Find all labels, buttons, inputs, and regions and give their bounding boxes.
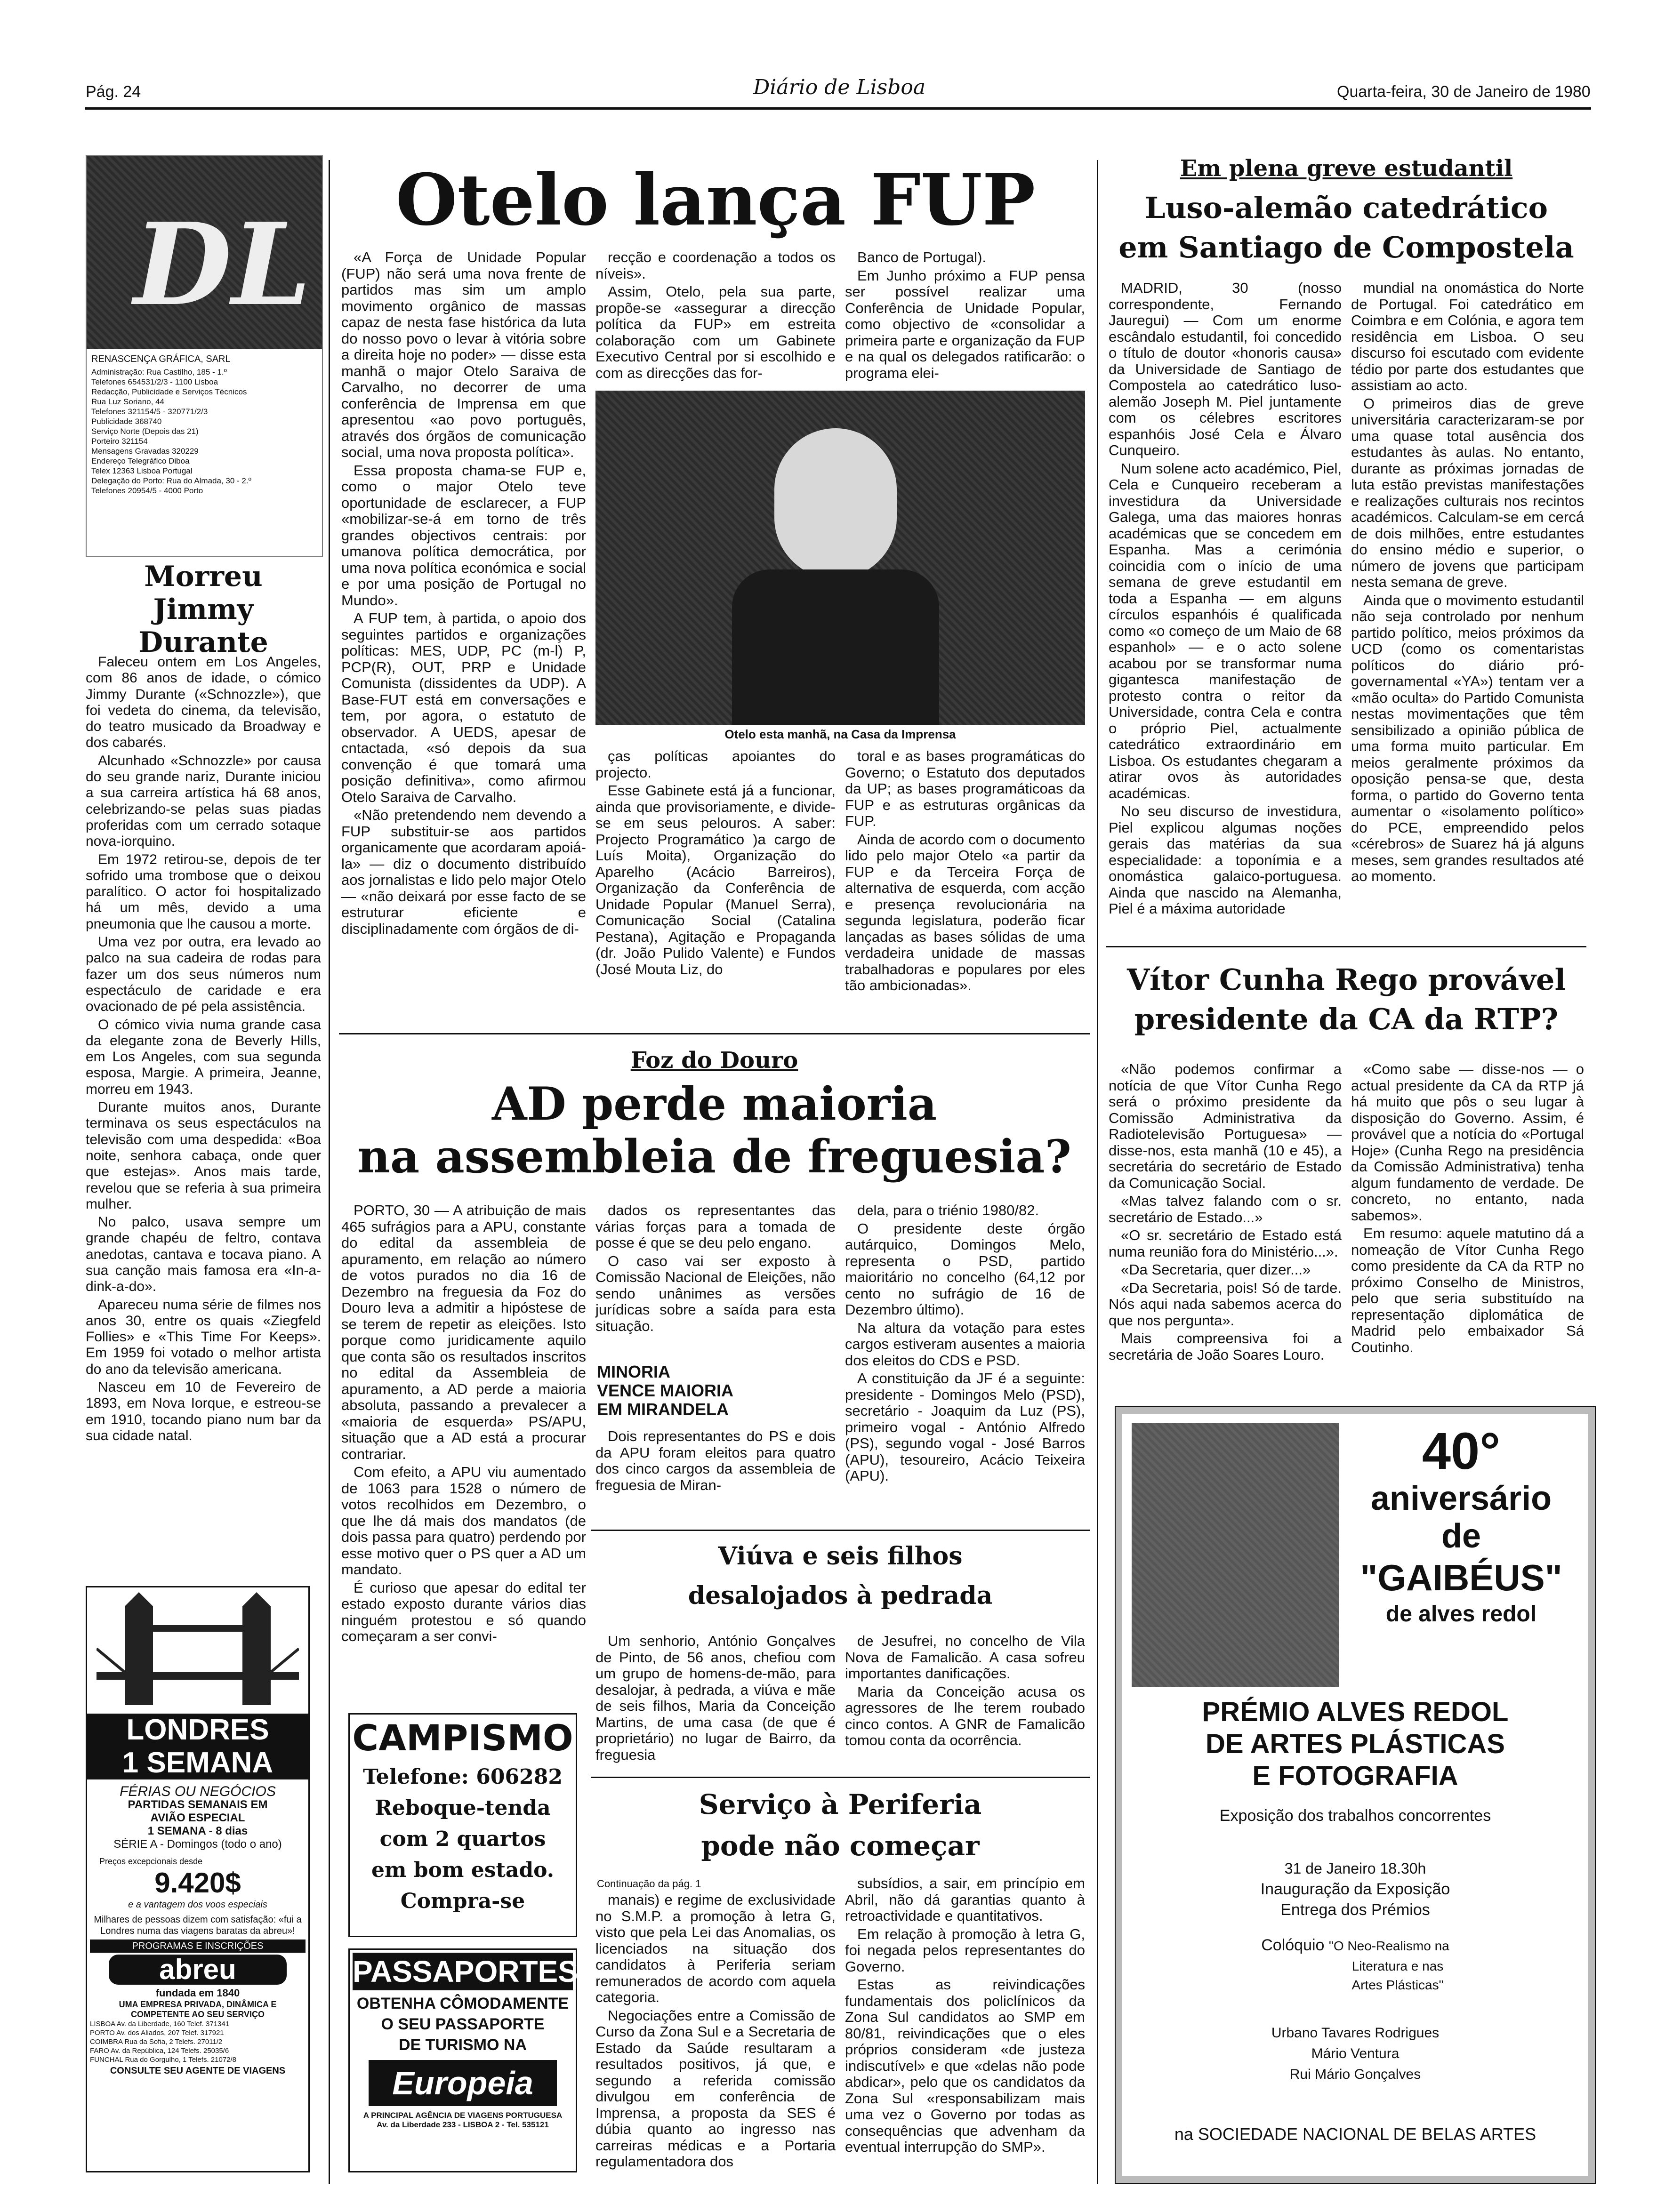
londres-line9: UMA EMPRESA PRIVADA, DINÂMICA E COMPETENTE AO SEU SERVIÇO (119, 2000, 277, 2019)
europeia-logo: Europeia (369, 2060, 557, 2106)
gaibeus-coloquio-title: "O Neo-Realismo na (1328, 1939, 1449, 1953)
otelo-col2: recção e coordenação a todos os níveis». Assim, Otelo, pela sua parte, propõe-se «assegurar a direcção política da FUP» em estreita colaboração com um Gabinete Executivo Central por si escolhido e com as direcções das for- (595, 249, 836, 381)
otelo-col1: «A Força de Unidade Popular (FUP) não será uma nova frente de partidos mas sim um amplo movimento orgânico de massas capaz de nesta fase histórica da luta do nosso povo o levar à vitória sobre a direita hoje no poder» — disse esta manhã o major Otelo Saraiva de Carvalho, no decorrer de uma conferência de Imprensa em que apresentou «ao povo português, através dos órgãos de comunicação social, uma nova proposta política». Essa proposta chama-se FUP e, como o major Otelo teve oportunidade de esclarecer, a FUP «mobilizar-se-á em torno de três grandes objectivos centrais: por umanova política democrática, por uma nova política económica e social e por uma posição de Portugal no Mundo». A FUP tem, à partida, o apoio dos seguintes partidos e organizações políticas: MES, UDP, PC (m-l) P, PCP(R), OUT, PRP e Unidade Comunista (dissidentes da UDP). A Base-FUT está em conversações e tem, por agora, o estatuto de observador. A UEDS, apesar de cntactada, «só depois da sua convenção é que tomará uma posição definitiva», como afirmou Otelo Saraiva de Carvalho. «Não pretendendo nem devendo a FUP substituir-se aos partidos organicamente que acordaram apoiá-la» — diz o documento distribuído aos jornalistas e lido pelo major Otelo — «não deixará por esse facto de se estruturar eficiente e disciplinadamente com órgãos de di- (341, 249, 586, 937)
gaibeus-speaker3: Rui Mário Gonçalves (1289, 2067, 1421, 2082)
londres-subtitle: 1 SEMANA (122, 1747, 273, 1779)
londres-line10: CONSULTE SEU AGENTE DE VIAGENS (110, 2066, 286, 2076)
vitor-col2: «Como sabe — disse-nos — o actual presidente da CA da RTP já há muito que pôs o seu lugar à disposição do Governo. Assim, é provável que a notícia do «Portugal Hoje» (Cunha Rego na presidência da Comissão Administrativa) tenha algum fundamento de verdade. De concreto, no entanto, nada sabemos». Em resumo: aquele matutino dá a nomeação de Vítor Cunha Rego como presidente da CA da RTP no próximo Conselho de Ministros, pelo que seria substituído na representação diplomática de Madrid pelo embaixador Sá Coutinho. (1351, 1061, 1584, 1355)
londres-line7: Milhares de pessoas dizem com satisfação: «fui a Londres numa das viagens baratas da abreu»! (94, 1915, 302, 1936)
viuva-headline: Viúva e seis filhos desalojados à pedrada (688, 1542, 993, 1610)
mirandela-subhead: MINORIA VENCE MAIORIA EM MIRANDELA (597, 1362, 734, 1419)
luso-headline: Luso-alemão catedrático em Santiago de Compostela (1118, 191, 1574, 264)
durante-headline: Morreu Jimmy Durante (138, 560, 268, 659)
campismo-title: CAMPISMO (352, 1717, 573, 1759)
londres-title: LONDRES (126, 1714, 269, 1746)
durante-article: Faleceu ontem em Los Angeles, com 86 anos de idade, o cómico Jimmy Durante («Schnozzle»), que foi vedeta do cinema, da televisão, do teatro musicado da Broadway e dos cabarés. Alcunhado «Schnozzle» por causa do seu grande nariz, Durante iniciou a sua carreira artística há 68 anos, celebrizando-se pelas suas piadas proferidas com um cerrado sotaque nova-iorquino. Em 1972 retirou-se, depois de ter sofrido uma trombose que o deixou paralítico. O actor foi hospitalizado há um mês, devido a uma pneumonia que lhe causou a morte. Uma vez por outra, era levado ao palco na sua cadeira de rodas para fazer um dos seus números num espectáculo de caridade e era ovacionado de pé pela assistência. O cómico vivia numa grande casa da elegante zona de Beverly Hills, em Los Angeles, com sua segunda esposa, Margie. A primeira, Jeanne, morreu em 1943. Durante muitos anos, Durante terminava os seus espectáculos na televisão com uma despedida: «Boa noite, senhora cabaça, onde quer que estejas». Anos mais tarde, revelou que se referia à sua primeira mulher. No palco, usava sempre um grande chapéu de feltro, contava anedotas, cantava e tocava piano. A sua canção mais famosa era «In-a-dink-a-do». Apareceu numa série de filmes nos anos 30, entre os quais «Ziegfeld Follies» e «This Time For Keeps». Em 1959 foi votado o melhor artista do ano da televisão americana. Nasceu em 10 de Fevereiro de 1893, em Nova Iorque, e estreou-se em 1910, tocando piano num bar da sua cidade natal. (86, 654, 321, 1443)
page-number: Pág. 24 (86, 83, 141, 101)
luso-kicker: Em plena greve estudantil (1180, 155, 1513, 182)
vitor-top-rule (1106, 946, 1586, 947)
otelo-col3b: toral e as bases programáticas do Governo; o Estatuto dos deputados da UP; as bases programáticoas da FUP e as estruturas orgânicas da FUP. Ainda de acordo com o documento lido pelo major Otelo «a partir da FUP e da Terceira Força de alternativa de esquerda, com acção e presença revolucionária na segunda legislatura, poderão ficar lançadas as bases sólidas de uma verdadeira unidade de massas trabalhadoras e populares por eles tão ambicionadas». (845, 748, 1085, 994)
gaibeus-venue: na SOCIEDADE NACIONAL DE BELAS ARTES (1174, 2124, 1536, 2144)
dl-logo: DL (134, 198, 311, 331)
viuva-col2: de Jesufrei, no concelho de Vila Nova de Famalicão. A casa sofreu importantes danificações. Maria da Conceição acusa os agressores de lhe terem roubado cinco contos. A GNR de Famalicão tomou conta da ocorrência. (845, 1633, 1085, 1748)
gaibeus-inauguracao: Inauguração da Exposição (1260, 1880, 1450, 1898)
servico-top-rule (591, 1777, 1090, 1778)
campismo-line2: com 2 quartos (379, 1827, 546, 1851)
londres-line8: PROGRAMAS E INSCRIÇÕES (90, 1940, 306, 1953)
campismo-ad (348, 1713, 577, 1937)
otelo-caption: Otelo esta manhã, na Casa da Imprensa (724, 727, 956, 741)
campismo-phone: Telefone: 606282 (363, 1765, 563, 1789)
campismo-line1: Reboque-tenda (375, 1796, 551, 1820)
otelo-photo (595, 391, 1085, 725)
dl-contacts: Administração: Rua Castilho, 185 - 1.º Telefones 654531/2/3 - 1100 Lisboa Redacção, Publicidade e Serviços Técnicos Rua Luz Soriano, 44 Telefones 321154/5 - 320771/2/3 Publicidade 368740 Serviço Norte (Depois das 21) Porteiro 321154 Mensagens Gravadas 320229 Endereço Telegráfico Diboa Telex 12363 Lisboa Portugal Delegação do Porto: Rua do Almada, 30 - 2.º Telefones 20954/5 - 4000 Porto (91, 368, 251, 495)
abreu-founded: fundada em 1840 (155, 1987, 240, 1999)
gaibeus-coloquio-title3: Artes Plásticas" (1351, 1978, 1444, 1992)
premio-line2: DE ARTES PLÁSTICAS (1206, 1729, 1505, 1759)
abreu-logo: abreu (109, 1955, 287, 1985)
col-rule-left (329, 160, 330, 2184)
londres-line2: PARTIDAS SEMANAIS EM (128, 1798, 268, 1811)
gaibeus-expo: Exposição dos trabalhos concorrentes (1219, 1807, 1491, 1825)
servico-continuation: Continuação da pág. 1 (597, 1878, 701, 1890)
londres-line5: SÉRIE A - Domingos (todo o ano) (113, 1838, 282, 1851)
passaportes-ad (348, 1948, 577, 2172)
otelo-bottom-rule (339, 1033, 1090, 1034)
gaibeus-ad (1116, 1407, 1595, 2183)
vitor-headline: Vítor Cunha Rego provável presidente da CA da RTP? (1126, 962, 1566, 1036)
passaportes-line3: DE TURISMO NA (399, 2036, 527, 2054)
douro-col2b: Dois representantes do PS e dois da APU foram eleitos para quatro dos cinco cargos da assembleia de freguesia de Miran- (595, 1428, 836, 1493)
tower-bridge-icon (97, 1592, 299, 1710)
passaportes-line2: O SEU PASSAPORTE (381, 2015, 545, 2033)
gaibeus-coloquio-title2: Literatura e nas (1351, 1959, 1444, 1973)
dl-info-box (86, 155, 323, 557)
servico-col2: subsídios, a sair, em princípio em Abril, não dá garantias quanto à retroactividade e quantitativos. Em relação à promoção à letra G, foi negada pelos representantes do Governo. Estas as reivindicações fundamentais dos policlínicos da Zona Sul candidatos ao SMP em 80/81, reivindicações que o eles próprios consideram «de justeza indiscutível» e que «delas não pode abdicar», pelo que os candidatos da Zona Sul «responsabilizam mais uma vez o Governo por todas as consequências que advenham da eventual interrupção do SMP». (845, 1875, 1085, 2155)
gaibeus-author: de alves redol (1385, 1602, 1537, 1627)
gaibeus-title: "GAIBÉUS" (1360, 1557, 1562, 1598)
premio-line1: PRÉMIO ALVES REDOL (1202, 1697, 1509, 1727)
gaibeus-number: 40° (1422, 1422, 1501, 1480)
douro-col1: PORTO, 30 — A atribuição de mais 465 sufrágios para a APU, constante do edital da assembleia de apuramento, em relação ao número de votos purados no dia 16 de Dezembro na freguesia da Foz do Douro leva a admitir a hipóstese de se terem de repetir as eleições. Isto porque como juridicamente aquilo que conta são os resultados inscritos no edital da Assembleia de apuramento, a AD perde a maioria absoluta, passando a prevalecer a «maioria de esquerda» PS/APU, situação que a AD está a procurar contrariar. Com efeito, a APU viu aumentado de 1063 para 1528 o número de votos recolhidos em Dezembro, o que lhe dá mais dos mandatos (de dois passa para quatro) perdendo por esse motivo quer o PS quer a AD um mandato. É curioso que apesar do edital ter estado exposto durante vários dias ninguém protestou e só quando começaram a ser convi- (341, 1202, 586, 1644)
gaibeus-entrega: Entrega dos Prémios (1280, 1901, 1430, 1919)
passaportes-line4: A PRINCIPAL AGÊNCIA DE VIAGENS PORTUGUESA (363, 2111, 563, 2120)
londres-price: 9.420$ (154, 1867, 241, 1899)
londres-line4: 1 SEMANA - 8 dias (147, 1825, 248, 1837)
issue-date: Quarta-feira, 30 de Janeiro de 1980 (1337, 83, 1591, 101)
gaibeus-speaker2: Mário Ventura (1311, 2046, 1400, 2061)
otelo-col2b: ças políticas apoiantes do projecto. Esse Gabinete está já a funcionar, ainda que provisoriamente, e divide-se em seus pelouros. A saber: Projecto Programático )a cargo de Luís Moita), Organização do Aparelho (Acácio Barreiros), Organização da Conferência de Unidade Popular (Manuel Serra), Comunicação Social (Catalina Pestana), Agitação e Propaganda (dr. João Pulido Valente) e Fundos (José Mouta Liz, do (595, 748, 836, 978)
campismo-line3: em bom estado. (371, 1858, 555, 1882)
passaportes-title: PASSAPORTES (353, 1953, 573, 1990)
londres-precos: Preços excepcionais desde (99, 1857, 203, 1866)
douro-headline: AD perde maioria na assembleia de freguesia? (357, 1077, 1071, 1183)
abreu-offices: LISBOA Av. da Liberdade, 160 Telef. 371341 PORTO Av. dos Aliados, 207 Telef. 317921 COIMBRA Rua da Sofia, 2 Telefs. 27011/2 FARO Av. da República, 124 Telefs. 25035/6 FUNCHAL Rua do Gorgulho, 1 Telefs. 21072/8 (90, 2020, 237, 2064)
dl-company: RENASCENÇA GRÁFICA, SARL (91, 354, 231, 364)
luso-col2: mundial na onomástica do Norte de Portugal. Foi catedrático em Coimbra e em Colónia, e agora tem residência em Lisboa. O seu discurso foi escutado com evidente tédio por parte dos estudantes que assistiam ao acto. O primeiros dias de greve universitária caracterizaram-se por uma quase total ausência dos estudantes às aulas. No entanto, durante as próximas jornadas de luta estão previstas manifestações e realizações culturais nos recintos académicos. Calculam-se em cercá de dois milhões, entre estudantes do ensino médio e superior, o número de jovens que participam nesta semana de greve. Ainda que o movimento estudantil não seja controlado por nenhum partido político, meios próximos da UCD (como os comentaristas políticos do diário pró-governamental «YA») tentam ver a «mão oculta» do Partido Comunista nestas movimentações que têm sensibilizado a opinião pública de uma forma muito particular. Em meios geralmente próximos da oposição pensa-se que, desta forma, o partido do Governo tenta aumentar o «isolamento político» do PCE, empreendido pelos «cérebros» de Suarez há já alguns meses, sem grandes resultados até ao momento. (1351, 280, 1584, 884)
londres-line6: e a vantagem dos voos especiais (128, 1899, 267, 1910)
header-rule (85, 107, 1591, 110)
otelo-col3: Banco de Portugal). Em Junho próximo a FUP pensa ser possível realizar uma Conferência de Unidade Popular, como objectivo de «consolidar a primeira parte e organização da FUP e na qual os delegados ratificarão: o programa elei- (845, 249, 1085, 381)
masthead: Diário de Lisboa (753, 75, 926, 99)
passaportes-line1: OBTENHA CÔMODAMENTE (356, 1995, 569, 2012)
servico-headline: Serviço à Periferia pode não começar (699, 1788, 982, 1862)
londres-ad (86, 1586, 310, 2172)
douro-col2: dados os representantes das várias forças para a tomada de posse é que se deu pelo engano. O caso vai ser exposto à Comissão Nacional de Eleições, não sendo unânimes as versões jurídicas sobre a saída para esta situação. (595, 1202, 836, 1334)
londres-line3: AVIÃO ESPECIAL (150, 1811, 245, 1824)
premio-line3: E FOTOGRAFIA (1252, 1761, 1458, 1791)
viuva-top-rule (591, 1530, 1090, 1531)
gaibeus-line1: aniversário (1370, 1480, 1552, 1517)
gaibeus-date: 31 de Janeiro 18.30h (1284, 1860, 1426, 1877)
londres-line1: FÉRIAS OU NEGÓCIOS (120, 1784, 276, 1799)
douro-kicker: Foz do Douro (630, 1047, 798, 1074)
gaibeus-speaker1: Urbano Tavares Rodrigues (1271, 2025, 1440, 2041)
viuva-col1: Um senhorio, António Gonçalves de Pinto, de 56 anos, chefiou com um grupo de homens-de-mão, para desalojar, à pedrada, a viúva e mãe de seis filhos, Maria da Conceição Martins, de uma casa (de que é proprietário) no lugar de Bairro, da freguesia (595, 1633, 836, 1763)
gaibeus-coloquio: Colóquio (1261, 1936, 1325, 1954)
col-rule-right (1097, 160, 1098, 2184)
vitor-col1: «Não podemos confirmar a notícia de que Vítor Cunha Rego será o próximo presidente da Comissão Administrativa da Radiotelevisão Portuguesa» — disse-nos, esta manhã (10 e 45), a secretária do secretário de Estado da Comunicação Social. «Mas talvez falando com o sr. secretário de Estado...» «O sr. secretário de Estado está numa reunião fora do Ministério...». «Da Secretaria, quer dizer...» «Da Secretaria, pois! Só de tarde. Nós aqui nada sabemos acerca do que nos pergunta». Mais compreensiva foi a secretária de João Soares Louro. (1109, 1061, 1342, 1363)
campismo-line4: Compra-se (400, 1889, 525, 1913)
luso-col1: MADRID, 30 (nosso correspondente, Fernando Jauregui) — Com um enorme escândalo estudantil, foi concedido o título de doutor «honoris causa» da Universidade de Santiago de Compostela ao catedrático luso-alemão Joseph M. Piel juntamente com os célebres escritores espanhóis José Cela e Álvaro Cunqueiro. Num solene acto académico, Piel, Cela e Cunqueiro receberam a investidura da Universidade Galega, uma das maiores honras académicas que se concedem em Espanha. Mas a cerimónia coincidia com o início de uma semana de greve estudantil em toda a Espanha — em alguns círculos espanhóis é qualificada como «o começo de um Maio de 68 espanhol» — e o acto solene acabou por se transformar numa gigantesca manifestação de protesto contra o reitor da Universidade, contra Cela e contra o próprio Piel, actualmente catedrático extraordinário em Lisboa. Os estudantes chegaram a atirar ovos às autoridades académicas. No seu discurso de investidura, Piel explicou algumas noções gerais das matérias da sua especialidade: a toponímia e a onomástica galaico-portuguesa. Ainda que nascido na Alemanha, Piel é a máxima autoridade (1109, 280, 1342, 917)
passaportes-line5: Av. da Liberdade 233 - LISBOA 2 - Tel. 535121 (377, 2120, 549, 2129)
otelo-headline: Otelo lança FUP (395, 159, 1036, 241)
servico-col1: manais) e regime de exclusividade no S.M.P. a promoção à letra G, visto que pela Lei das Anomalias, os licenciados na situação dos candidatos à Periferia seriam remunerados de acordo com aquela categoria. Negociações entre a Comissão de Curso da Zona Sul e a Secretaria de Estado da Saúde resultaram a resultados positivos, já que, e segundo a referida comissão divulgou em conferência de Imprensa, a proposta da SES é dúbia quanto ao ingresso nas carreiras médicas e a Portaria regulamentadora dos (595, 1891, 836, 2170)
gaibeus-illustration (1132, 1423, 1339, 1687)
douro-col3: dela, para o triénio 1980/82. O presidente deste órgão autárquico, Domingos Melo, representa o PSD, partido maioritário no concelho (64,12 por cento no sufrágio de 16 de Dezembro último). Na altura da votação para estes cargos estiveram ausentes a maioria dos eleitos do CDS e PSD. A constituição da JF é a seguinte: presidente - Domingos Melo (PSD), secretário - Joaquim da Luz (PS), primeiro vogal - António Alfredo (PS), segundo vogal - José Barros (APU), tesoureiro, Acácio Teixeira (APU). (845, 1202, 1085, 1484)
gaibeus-line2: de (1441, 1517, 1481, 1555)
